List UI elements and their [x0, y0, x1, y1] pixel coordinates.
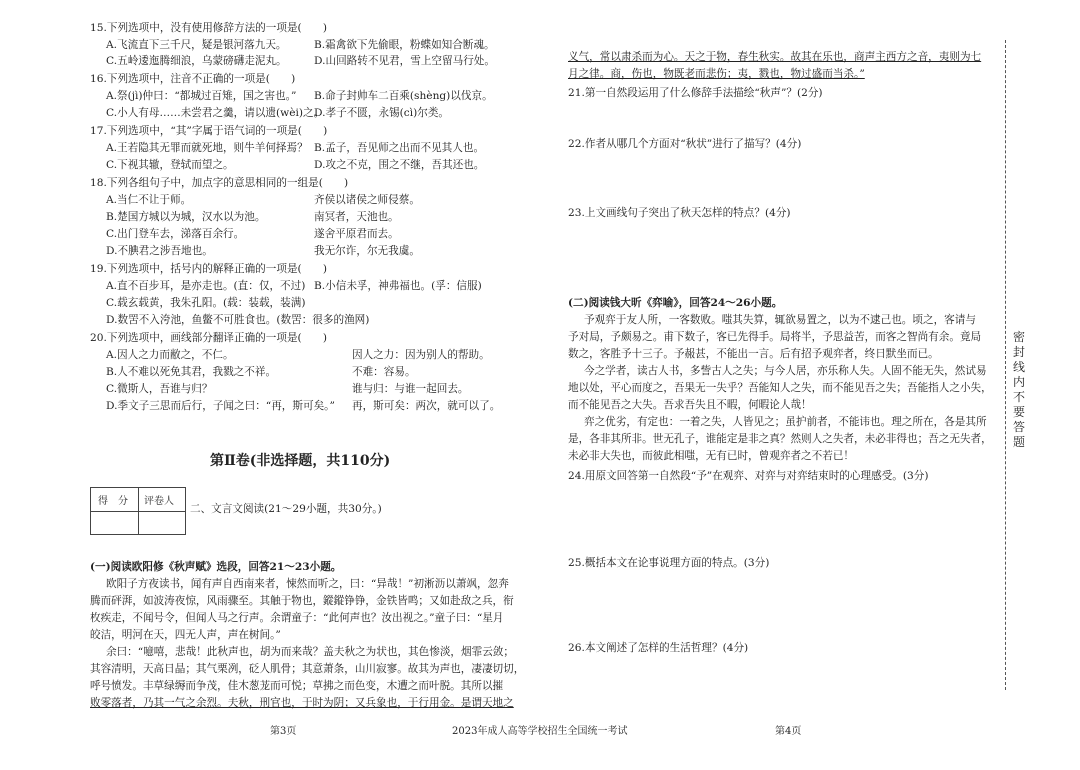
seal-dashed-line: [1005, 40, 1006, 690]
reading1-line: 其容清明，天高日晶；其气栗冽，砭人肌骨；其意萧条，山川寂寥。故其为声也，凄凄切切，: [90, 663, 525, 675]
option-20d-1: D.季文子三思而后行，子闻之曰：“再，斯可矣。”: [106, 400, 335, 412]
reading2-line: 是，各非其所非。世无孔子，谁能定是非之真？然则人之失者，未必非得也；吾之无失者，: [568, 433, 992, 445]
option-17d: D.攻之不克，围之不继，吾其还也。: [314, 159, 485, 171]
option-17c: C.下视其辙，登轼而望之。: [106, 159, 234, 171]
seal-notice: 密封线内不要答题: [1012, 330, 1025, 449]
question-19: 19.下列选项中，括号内的解释正确的一项是( ): [90, 263, 327, 275]
option-20b-2: 不难：容易。: [352, 366, 416, 378]
reading1-line-underlined: 败零落者，乃其一气之余烈。夫秋，刑官也，于时为阴；又兵象也，于行用金。是谓天地之: [90, 697, 514, 709]
reading1-line: 余曰：“噫嘻，悲哉！此秋声也，胡为而来哉？盖夫秋之为状也，其色惨淡，烟霏云敛；: [106, 646, 514, 658]
reading1-line: 皎洁，明河在天，四无人声，声在树间。”: [90, 629, 281, 641]
option-20b-1: B.人不难以死免其君，我戮之不祥。: [106, 366, 277, 378]
reading2-title: (二)阅读钱大昕《弈喻》，回答24～26小题。: [568, 297, 783, 309]
question-26: 26.本文阐述了怎样的生活哲理？(4分): [568, 642, 749, 654]
option-18d-2: 我无尔诈，尔无我虞。: [314, 245, 420, 257]
option-18c-1: C.出门登车去，涕落百余行。: [106, 228, 245, 240]
option-18c-2: 遂舍平原君而去。: [314, 228, 399, 240]
reading1-line: 腾而砰湃，如波涛夜惊，风雨骤至。其触于物也，鏦鏦铮铮，金铁皆鸣；又如赴敌之兵，衔: [90, 595, 514, 607]
reading2-line: 未必非大失也，而彼此相嗤，无有已时，曾观弈者之不若已！: [568, 450, 855, 462]
question-20: 20.下列选项中，画线部分翻译正确的一项是( ): [90, 332, 327, 344]
option-17b: B.孟子，吾见师之出而不见其人也。: [314, 142, 485, 154]
option-19a: A.直不百步耳，是亦走也。(直：仅，不过): [106, 280, 306, 292]
reading1-title: (一)阅读欧阳修《秋声赋》选段，回答21～23小题。: [90, 561, 342, 573]
option-18d-1: D.不腆君之涉吾地也。: [106, 245, 213, 257]
question-18: 18.下列各组句子中，加点字的意思相同的一组是( ): [90, 177, 349, 189]
option-20c-2: 谁与归：与谁一起回去。: [352, 383, 469, 395]
option-20a-2: 因人之力：因为别人的帮助。: [352, 349, 490, 361]
question-15: 15.下列选项中，没有使用修辞方法的一项是( ): [90, 22, 327, 34]
option-16a: A.祭(jì)仲曰：“都城过百雉，国之害也。”: [106, 90, 297, 102]
page-number-left: 第3页: [270, 726, 297, 737]
part-two-title: 第Ⅱ卷(非选择题，共110分): [210, 453, 391, 469]
reading2-line: 予观弈于友人所，一客数败。嗤其失算，辄欲易置之，以为不逮己也。顷之，客请与: [584, 314, 976, 326]
option-19c: C.载玄载黄，我朱孔阳。(载：装载，装满): [106, 297, 306, 309]
question-17: 17.下列选项中，“其”字属于语气词的一项是( ): [90, 125, 328, 137]
reading2-line: 地以处，平心而度之，吾果无一失乎？吾能知人之失，而不能见吾之失；吾能指人之小失，: [568, 382, 992, 394]
score-label: 得 分: [98, 496, 128, 507]
option-15d: D.山回路转不见君，雪上空留马行处。: [314, 55, 495, 67]
right-page: [540, 0, 1080, 770]
question-24: 24.用原文回答第一自然段“予”在观弈、对弈与对弈结束时的心理感受。(3分): [568, 470, 929, 482]
reading1-line: 枚疾走，不闻号令，但闻人马之行声。余谓童子：“此何声也？汝出视之。”童子曰：“星月: [90, 612, 504, 624]
reading2-line: 弈之优劣，有定也：一着之失，人皆见之；虽护前者，不能讳也。理之所在，各是其所: [584, 416, 987, 428]
option-20a-1: A.因人之力而敝之，不仁。: [106, 349, 234, 361]
option-16d: D.孝子不匮，永锡(cì)尔类。: [314, 107, 450, 119]
option-19d: D.数罟不入洿池，鱼鳖不可胜食也。(数罟：很多的渔网): [106, 314, 370, 326]
reading1-line: 呼号愤发。丰草绿缛而争茂，佳木葱茏而可悦；草拂之而色变，木遭之而叶脱。其所以摧: [90, 680, 504, 692]
exam-title-footer: 2023年成人高等学校招生全国统一考试: [452, 726, 628, 737]
option-19b: B.小信未孚，神弗福也。(孚：信服): [314, 280, 482, 292]
option-16b: B.命子封帅车二百乘(shèng)以伐京。: [314, 90, 493, 102]
reading1-line: 欧阳子方夜读书，闻有声自西南来者，悚然而听之，曰：“异哉！”初淅沥以萧飒，忽奔: [106, 578, 509, 590]
option-20d-2: 再，斯可矣：两次，就可以了。: [352, 400, 501, 412]
question-22: 22.作者从哪几个方面对“秋状”进行了描写？(4分): [568, 138, 802, 150]
option-20c-1: C.微斯人，吾谁与归？: [106, 383, 213, 395]
option-15b: B.霜禽欲下先偷眼，粉蝶如知合断魂。: [314, 39, 495, 51]
reading2-line: 而不能见吾之大失。吾求吾失且不暇，何暇论人哉！: [568, 399, 812, 411]
question-25: 25.概括本文在论事说理方面的特点。(3分): [568, 557, 770, 569]
score-box: [90, 487, 186, 535]
option-16c: C.小人有母……未尝君之羹，请以遗(wèi)之。: [106, 107, 325, 119]
reading1-continued: 义气，常以肃杀而为心。天之于物，春生秋实。故其在乐也，商声主西方之音，夷则为七: [568, 51, 982, 63]
option-18a-2: 齐侯以诸侯之师侵蔡。: [314, 194, 420, 206]
option-18b-2: 南冥者，天池也。: [314, 211, 399, 223]
option-15c: C.五岭逶迤腾细浪，乌蒙磅礴走泥丸。: [106, 55, 287, 67]
question-16: 16.下列选项中，注音不正确的一项是( ): [90, 73, 296, 85]
section-two-heading: 二、文言文阅读(21～29小题，共30分。): [190, 503, 382, 515]
option-17a: A.王若隐其无罪而就死地，则牛羊何择焉？: [106, 142, 308, 154]
reading2-line: 今之学者，读古人书，多訾古人之失；与今人居，亦乐称人失。人固不能无失，然试易: [584, 365, 987, 377]
question-21: 21.第一自然段运用了什么修辞手法描绘“秋声”？(2分): [568, 87, 823, 99]
reading2-line: 数之，客胜予十三子。予赧甚，不能出一言。后有招予观弈者，终日默坐而已。: [568, 348, 939, 360]
option-18a-1: A.当仁不让于师。: [106, 194, 192, 206]
reading2-line: 予对局，予颇易之。甫下数子，客已先得手。局将半，予思益苦，而客之智尚有余。竟局: [568, 331, 982, 343]
page-number-right: 第4页: [775, 726, 802, 737]
reading1-continued: 月之律。商，伤也，物既老而悲伤；夷，戮也，物过盛而当杀。”: [568, 68, 865, 80]
grader-label: 评卷人: [144, 496, 174, 507]
question-23: 23.上文画线句子突出了秋天怎样的特点？(4分): [568, 207, 791, 219]
option-15a: A.飞流直下三千尺，疑是银河落九天。: [106, 39, 287, 51]
option-18b-1: B.楚国方城以为城，汉水以为池。: [106, 211, 266, 223]
